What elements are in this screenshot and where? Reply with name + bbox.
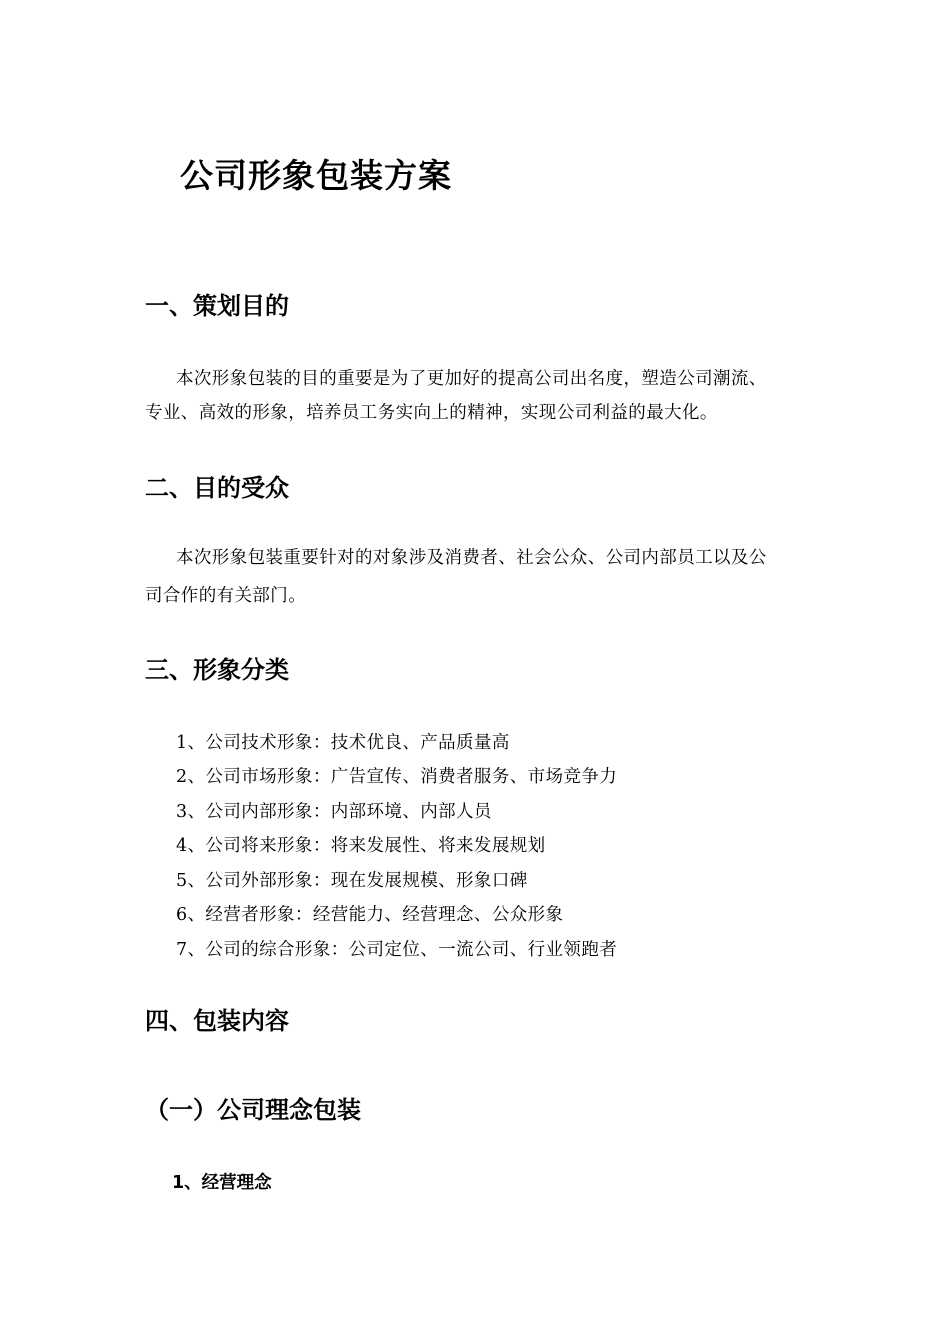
paragraph-line: 司合作的有关部门。 [145, 586, 307, 606]
list-item: 3、公司内部形象：内部环境、内部人员 [176, 802, 492, 822]
subsubsection-heading: 1、经营理念 [172, 1173, 272, 1193]
list-item: 7、公司的综合形象：公司定位、一流公司、行业领跑者 [176, 940, 618, 960]
list-item: 6、经营者形象：经营能力、经营理念、公众形象 [176, 905, 564, 925]
list-item: 2、公司市场形象：广告宣传、消费者服务、市场竞争力 [176, 767, 618, 787]
section-heading-audience: 二、目的受众 [145, 474, 289, 502]
section-heading-content: 四、包装内容 [145, 1007, 289, 1035]
document-title: 公司形象包装方案 [180, 156, 452, 195]
section-heading-purpose: 一、策划目的 [145, 292, 289, 320]
paragraph-line: 专业、高效的形象，培养员工务实向上的精神，实现公司利益的最大化。 [145, 403, 718, 423]
paragraph-line: 本次形象包装重要针对的对象涉及消费者、社会公众、公司内部员工以及公 [176, 548, 767, 568]
list-item: 1、公司技术形象：技术优良、产品质量高 [176, 733, 510, 753]
list-item: 5、公司外部形象：现在发展规模、形象口碑 [176, 871, 528, 891]
subsection-heading: （一）公司理念包装 [145, 1096, 361, 1124]
list-item: 4、公司将来形象：将来发展性、将来发展规划 [176, 836, 546, 856]
section-heading-classification: 三、形象分类 [145, 656, 289, 684]
paragraph-line: 本次形象包装的目的重要是为了更加好的提高公司出名度，塑造公司潮流、 [176, 369, 767, 389]
